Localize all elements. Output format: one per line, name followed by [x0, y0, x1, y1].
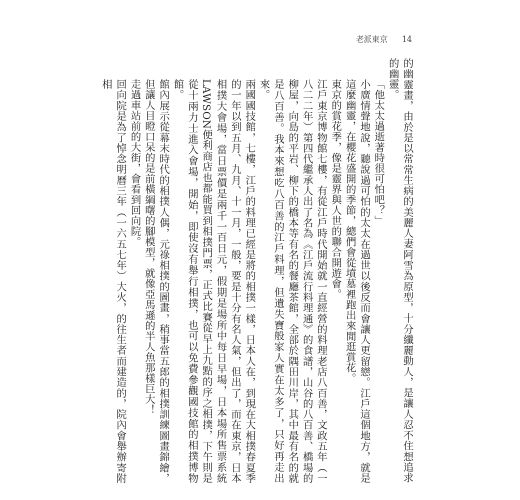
page-number: 14 [401, 35, 412, 44]
paragraph: 回向院是為了悼念明曆三年（一六五七年）大火，的往生者而建造的，院內會舉辦寄附相 [99, 78, 127, 483]
running-title: 老派東京 [355, 35, 388, 44]
paragraph: 走過車站前的大街，會看到回向院。 [128, 78, 141, 247]
paragraph: 館內展示從幕末時代的相撲人偶，元祿相撲的圖畫，稍事當五郎的相撲訓練圖畫錦繪，但讓人目瞪口呆的是前橫綱曙的腳模型，就像亞馬遜的半人魚那樣巨大！ [142, 78, 170, 483]
paragraph: 江戶東京博物館七樓，有從江戶時代開始就一直經營的料理老店八百善，文政五年（一八二二年）第四代繼承人出了名為《江戶流行料理通》的食譜，山谷的八百善、橋場的柳屋，向島的平岩、柳下的橋本等有名的餐廳茶館，全部於隅田川岸，其中最有名的就是八百善。我本來想吃八百善的江戶料理，但遺失寶般家人實在太多了，只好再走出來。 [257, 78, 327, 483]
paragraph: 東京的賞花季，像是靈界與人世的聯合開遊會。 [329, 78, 342, 300]
paragraph: 「他太太過逝著時很可怕吧？」 [372, 78, 385, 226]
paragraph: 的幽靈畫，由於是以常常生病的美麗人妻阿雪為原型，十分纖麗動人，是讓人忍不住想追求的幽靈。 [386, 58, 413, 483]
paragraph: 兩國國技館，七樓，江戶的料理已經是將的相撲一樣，日本人在，到現在大相撲春夏季的一年以到五月、九月、十一月，一般，要是十分有名人氣，但出了，而在東京，日本相撲大會場，當日票價是兩千一百日元，假期是場所中每日早場，日本場所售票系統LAWSON便利商店也都能買到相撲門票，正式比賽從早上九點的序之相撲，下午則是從十兩力士進入會場，開始，即使沒有舉行相撲，也可以免費參觀國技館的相撲博物館。 [171, 78, 256, 483]
vertical-body-text [98, 58, 414, 483]
page-header [356, 34, 412, 45]
paragraph: 小廣情聲地說，聽說過可怕的太太在過世以後反而會讓人更留戀。江戶這個地方，就是這麼幽靈，在櫻花盛開的季節，總們會從墳墓裡跑出來閒逛賞花。 [343, 78, 370, 483]
